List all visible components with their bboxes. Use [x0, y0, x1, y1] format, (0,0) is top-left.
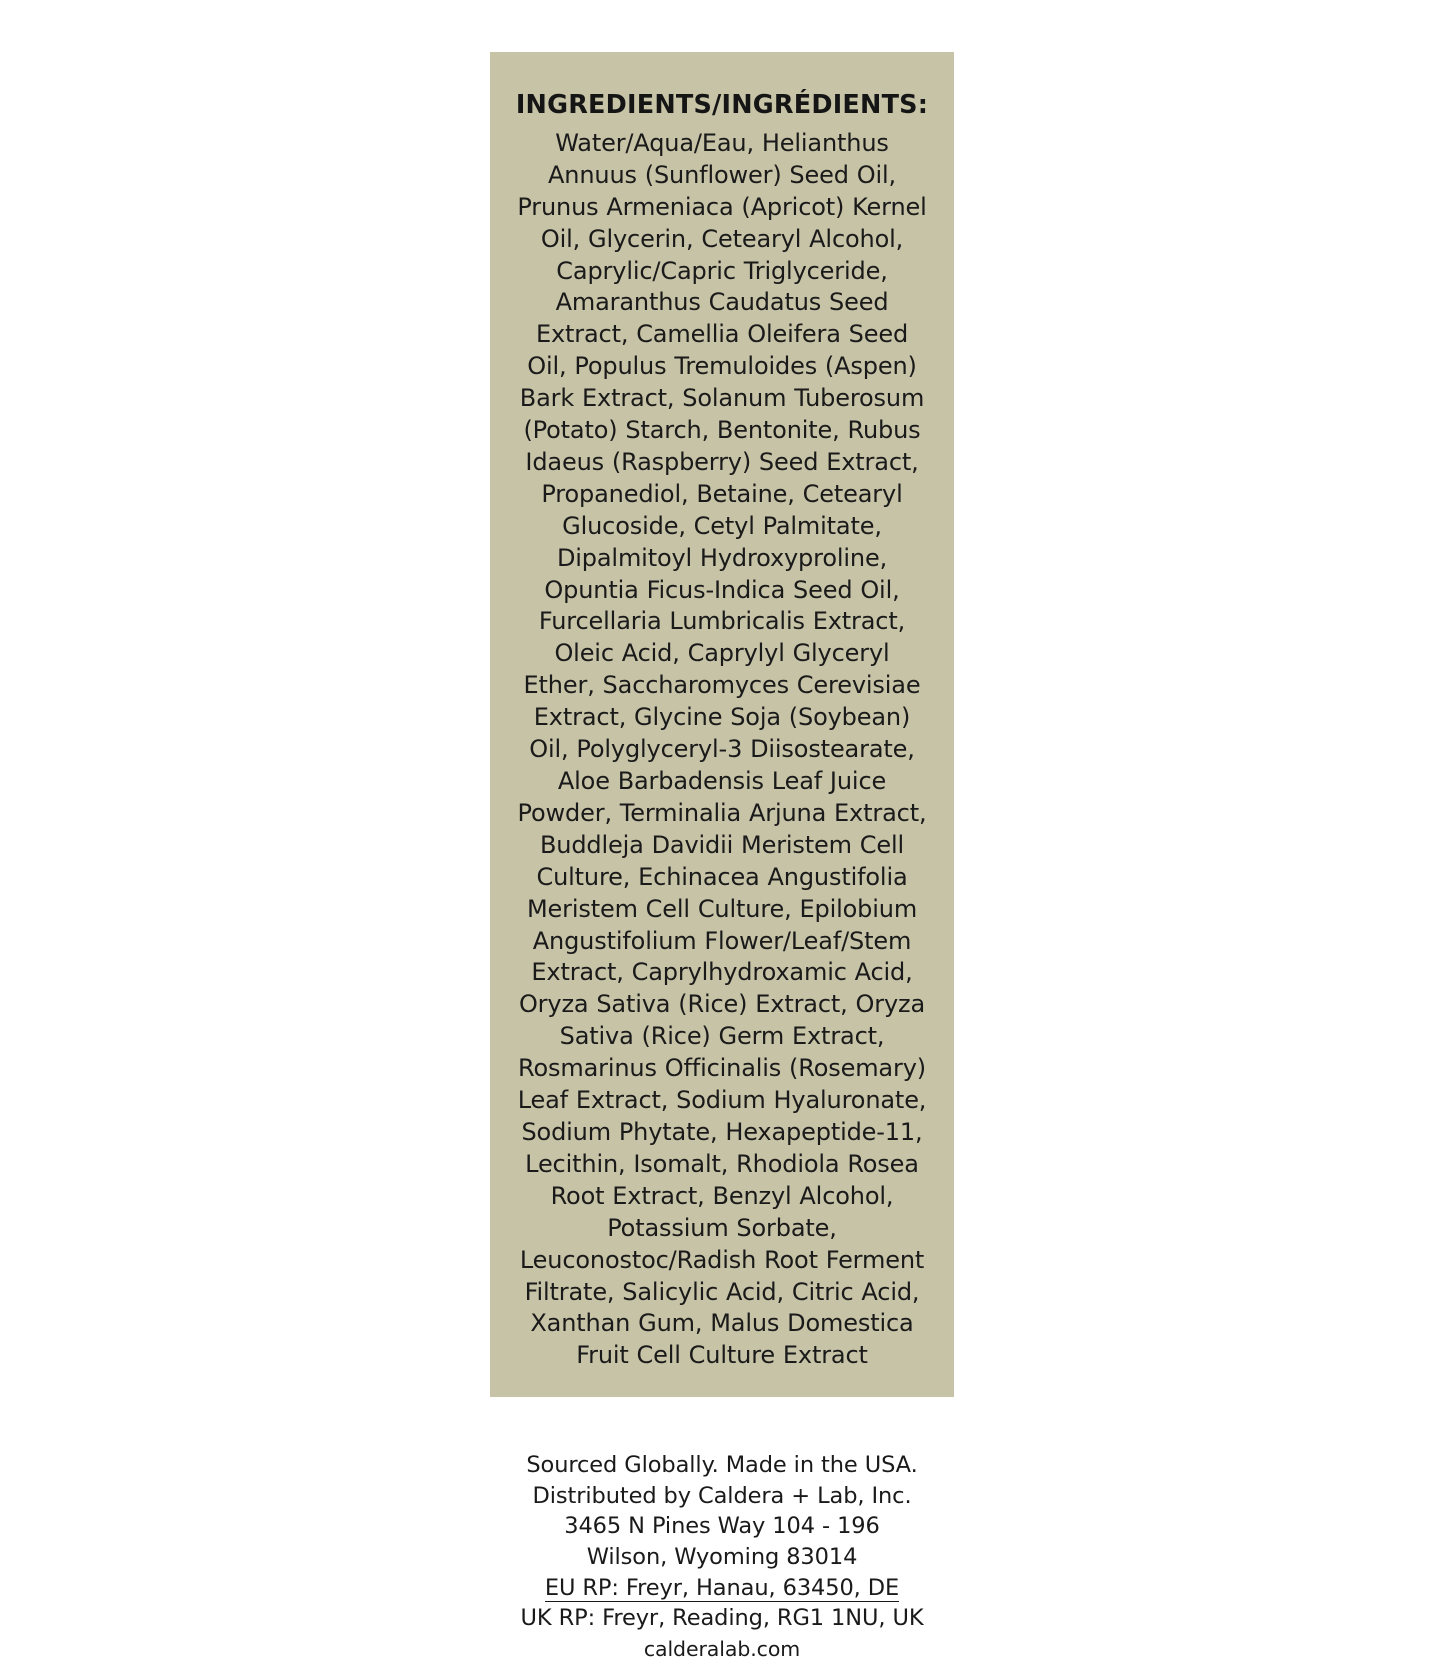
footer-origin: Sourced Globally. Made in the USA. — [526, 1452, 918, 1479]
footer-distributor: Distributed by Caldera + Lab, Inc. — [532, 1482, 912, 1509]
footer-address-line1: 3465 N Pines Way 104 - 196 — [564, 1513, 880, 1540]
ingredients-list-text: Water/Aqua/Eau, Helianthus Annuus (Sunflower) Seed Oil, Prunus Armeniaca (Apricot) Kernel Oil, Glycerin, Cetearyl Alcohol, Caprylic/Capric Triglyceride, Amaranthus Caudatus Seed Extract, Camellia Oleifera Seed Oil, Populus Tremuloides (Aspen) Bark Extract, Solanum Tuberosum (Potato) Starch, Bentonite, Rubus Idaeus (Raspberry) Seed Extract, Propanediol, Betaine, Cetearyl Glucoside, Cetyl Palmitate, Dipalmitoyl Hydroxyproline, Opuntia Ficus-Indica Seed Oil, Furcellaria Lumbricalis Extract, Oleic Acid, Caprylyl Glyceryl Ether, Saccharomyces Cerevisiae Extract, Glycine Soja (Soybean) Oil, Polyglyceryl-3 Diisostearate, Aloe Barbadensis Leaf Juice Powder, Terminalia Arjuna Extract, Buddleja Davidii Meristem Cell Culture, Echinacea Angustifolia Meristem Cell Culture, Epilobium Angustifolium Flower/Leaf/Stem Extract, Caprylhydroxamic Acid, Oryza Sativa (Rice) Extract, Oryza Sativa (Rice) Germ Extract, Rosmarinus Officinalis (Rosemary) Leaf Extract, Sodium Hyaluronate, Sodium Phytate, Hexapeptide-11, Lecithin, Isomalt, Rhodiola Rosea Root Extract, Benzyl Alcohol, Potassium Sorbate, Leuconostoc/Radish Root Ferment Filtrate, Salicylic Acid, Citric Acid, Xanthan Gum, Malus Domestica Fruit Cell Culture Extract — [517, 128, 927, 1370]
footer-uk-rp: UK RP: Freyr, Reading, RG1 1NU, UK — [520, 1605, 924, 1632]
ingredients-heading: INGREDIENTS/INGRÉDIENTS: — [515, 90, 929, 120]
footer-block — [516, 1450, 928, 1663]
footer-address-line2: Wilson, Wyoming 83014 — [586, 1544, 858, 1570]
ingredients-label-panel — [490, 52, 954, 1661]
footer-website: calderalab.com — [643, 1636, 801, 1661]
footer-eu-rp-text: EU RP: Freyr, Hanau, 63450, DE — [544, 1574, 900, 1601]
footer-eu-rp — [516, 1573, 928, 1604]
